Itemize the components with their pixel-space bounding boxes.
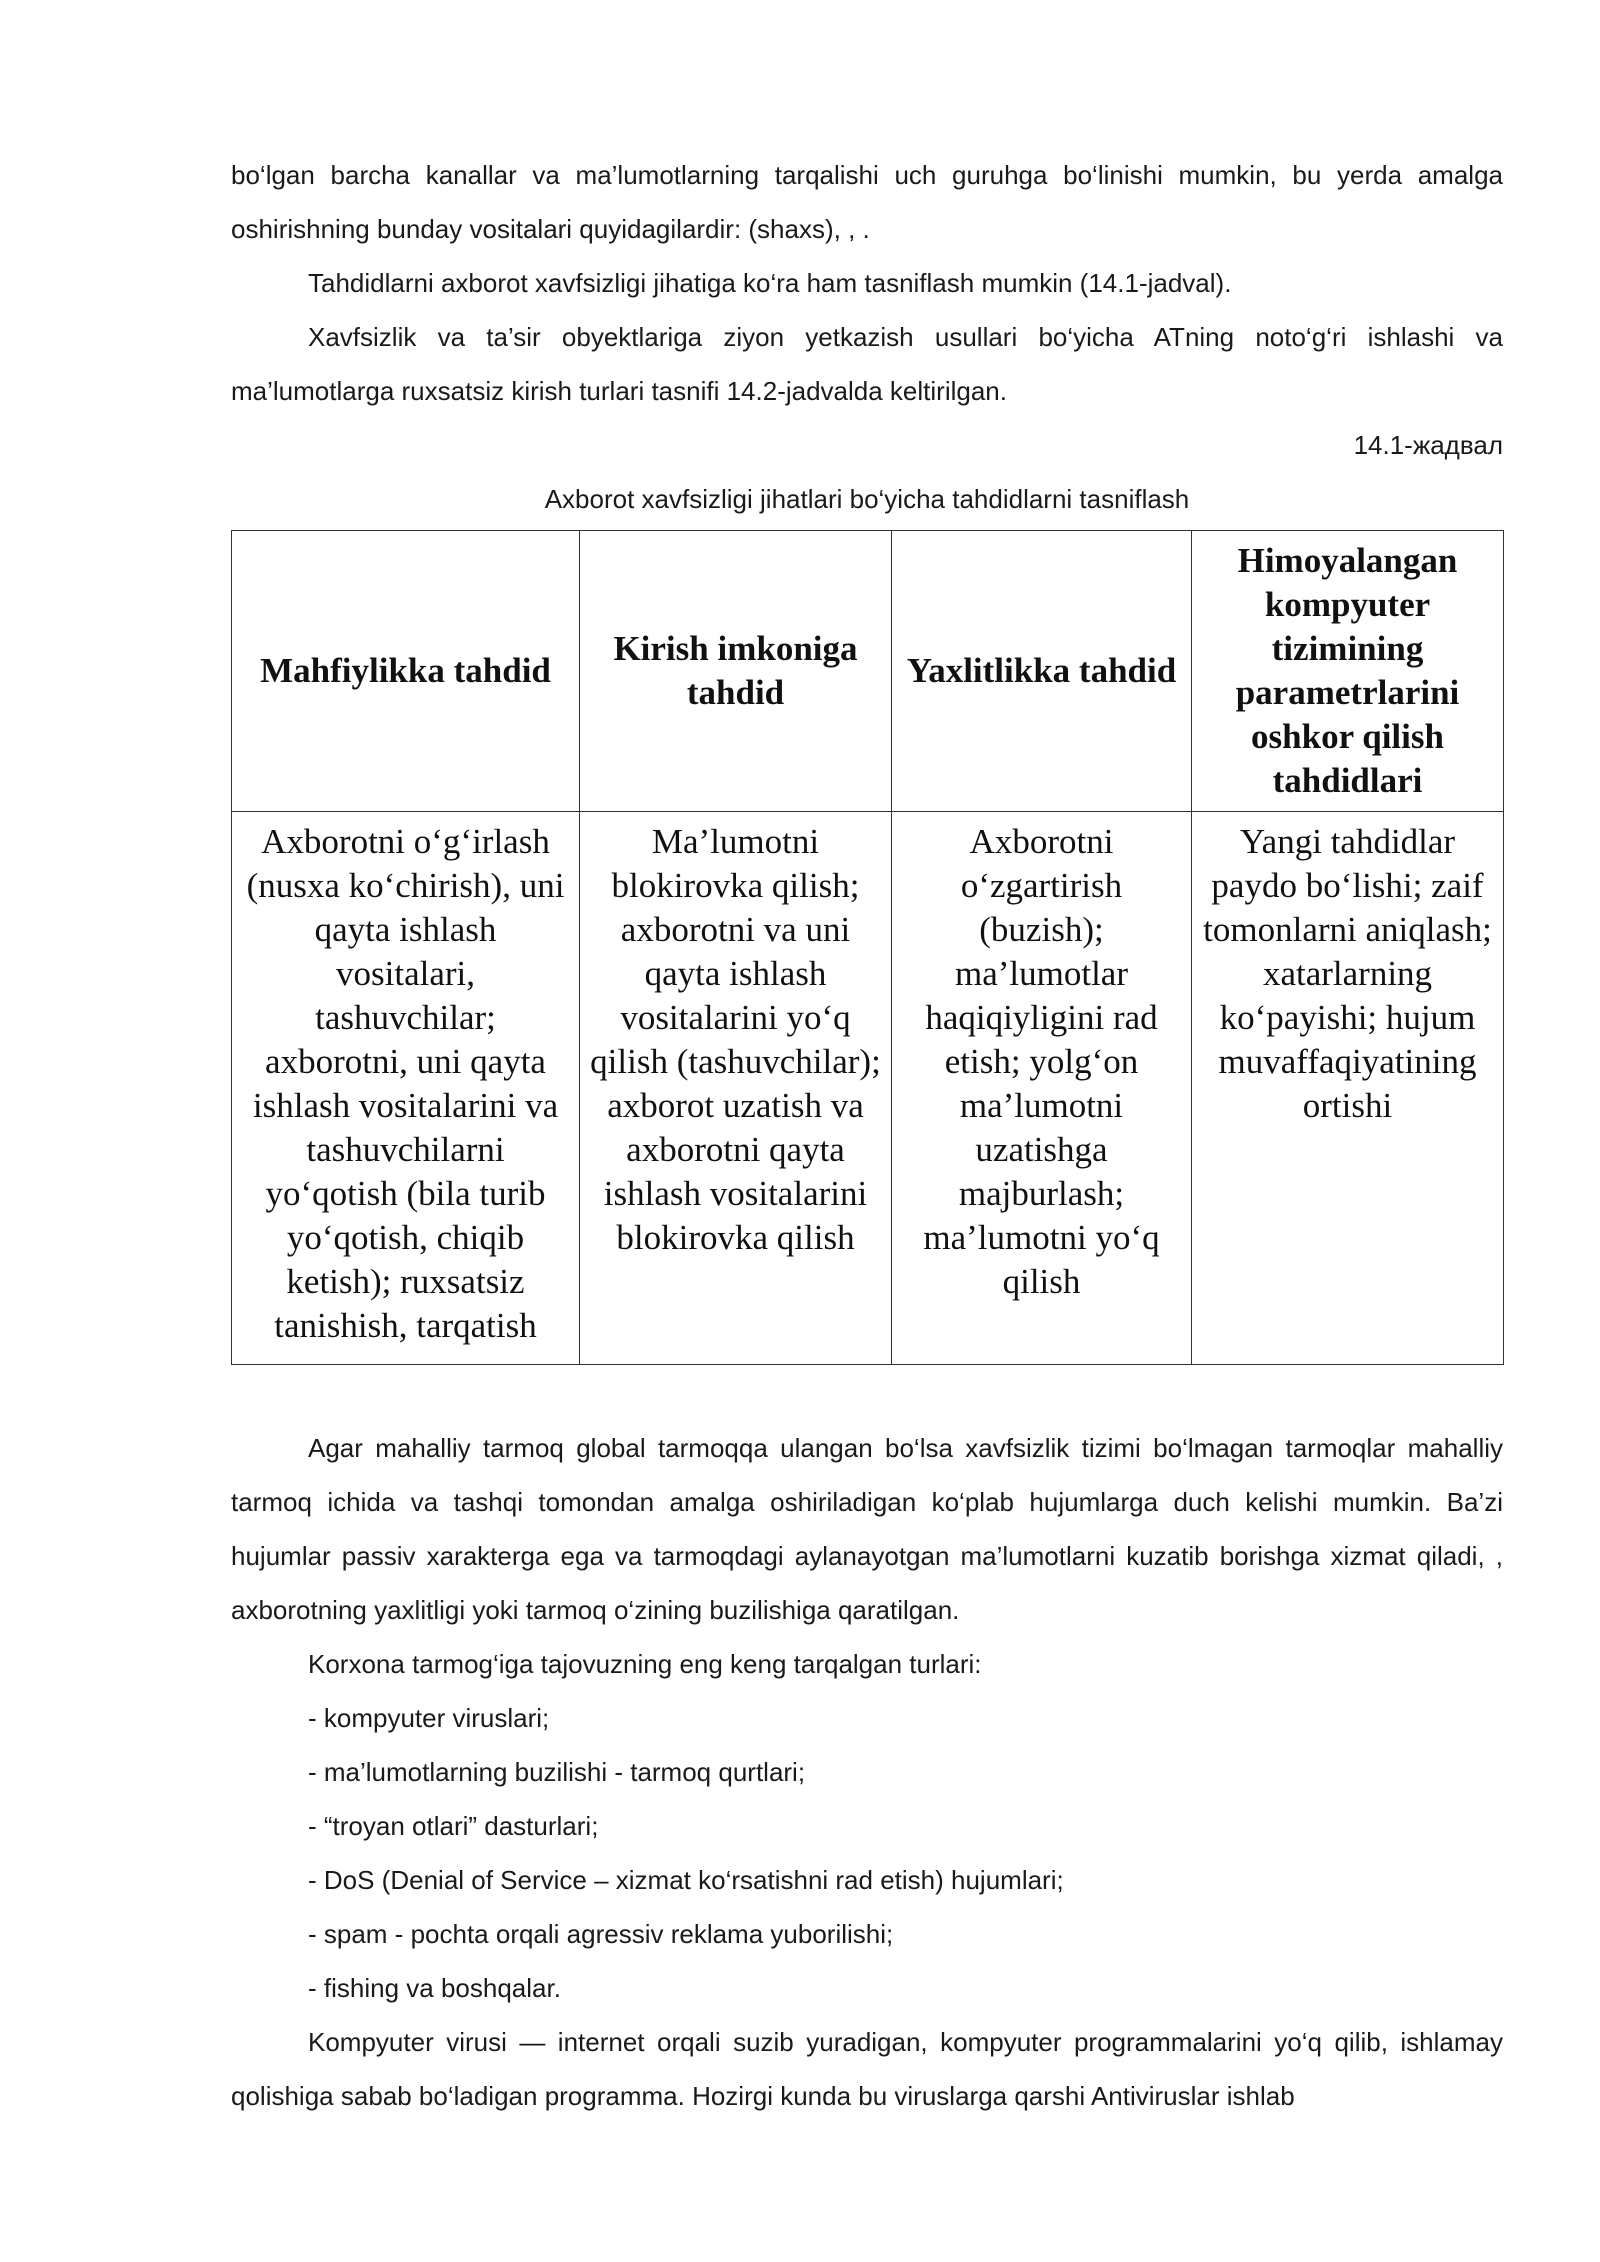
body-paragraph-6: Kompyuter virusi — internet orqali suzib yuradigan, kompyuter programmalarini yo‘q qilib, ishlamay qolishiga sabab bo‘ladigan programma. Hozirgi kunda bu viruslarga qarshi Antiviruslar ishlab <box>231 2027 1503 2111</box>
table-number: 14.1-жадвал <box>1353 430 1503 460</box>
body-paragraph-5: Korxona tarmog‘iga tajovuzning eng keng tarqalgan turlari: <box>308 1649 982 1679</box>
list-item: - fishing va boshqalar. <box>308 1973 561 2003</box>
table-header-cell: Kirish imkoniga tahdid <box>580 531 892 812</box>
list-item: - kompyuter viruslari; <box>308 1703 550 1733</box>
intro-paragraph-3: Xavfsizlik va ta’sir obyektlariga ziyon yetkazish usullari bo‘yicha ATning noto‘g‘ri ishlashi va ma’lumotlarga ruxsatsiz kirish turlari tasnifi 14.2-jadvalda keltirilgan. <box>231 322 1503 406</box>
intro-paragraph-2: Tahdidlarni axborot xavfsizligi jihatiga ko‘ra ham tasniflash mumkin (14.1-jadval). <box>308 268 1232 298</box>
table-cell: Axborotni o‘g‘irlash (nusxa ko‘chirish), uni qayta ishlash vositalari, tashuvchilar; axborotni, uni qayta ishlash vositalarini va tashuvchilarni yo‘qotish (bila turib yo‘qotish, chiqib ketish); ruxsatsiz tanishish, tarqatish <box>232 812 580 1365</box>
body-paragraph-4: Agar mahalliy tarmoq global tarmoqqa ulangan bo‘lsa xavfsizlik tizimi bo‘lmagan tarmoqlar mahalliy tarmoq ichida va tashqi tomondan amalga oshiriladigan ko‘plab hujumlarga duch kelishi mumkin. Ba’zi hujumlar passiv xarakterga ega va tarmoqdagi aylanayotgan ma’lumotlarni kuzatib borishga xizmat qiladi, , axborotning yaxlitligi yoki tarmoq o‘zining buzilishiga qaratilgan. <box>231 1433 1503 1625</box>
list-item: - ma’lumotlarning buzilishi - tarmoq qurtlari; <box>308 1757 806 1787</box>
table-cell: Ma’lumotni blokirovka qilish; axborotni va uni qayta ishlash vositalarini yo‘q qilish (tashuvchilar); axborot uzatish va axborotni qayta ishlash vositalarini blokirovka qilish <box>580 812 892 1365</box>
list-item: - spam - pochta orqali agressiv reklama yuborilishi; <box>308 1919 894 1949</box>
table-caption: Axborot xavfsizligi jihatlari bo‘yicha tahdidlarni tasniflash <box>544 484 1190 514</box>
table-cell: Yangi tahdidlar paydo bo‘lishi; zaif tomonlarni aniqlash; xatarlarning ko‘payishi; hujum muvaffaqiyatining ortishi <box>1192 812 1504 1365</box>
intro-paragraph-1: bo‘lgan barcha kanallar va ma’lumotlarning tarqalishi uch guruhga bo‘linishi mumkin, bu yerda amalga oshirishning bunday vositalari quyidagilardir: (shaxs), , . <box>231 160 1503 244</box>
table-header-row <box>232 531 1504 812</box>
table-header-cell: Mahfiylikka tahdid <box>232 531 580 812</box>
list-item: - DoS (Denial of Service – xizmat ko‘rsatishni rad etish) hujumlari; <box>308 1865 1064 1895</box>
table-header-cell: Himoyalangan kompyuter tizimining parametrlarini oshkor qilish tahdidlari <box>1192 531 1504 812</box>
list-item: - “troyan otlari” dasturlari; <box>308 1811 599 1841</box>
table-cell: Axborotni o‘zgartirish (buzish); ma’lumotlar haqiqiyligini rad etish; yolg‘on ma’lumotni uzatishga majburlash; ma’lumotni yo‘q qilish <box>892 812 1192 1365</box>
table-row <box>232 812 1504 1365</box>
table-header-cell: Yaxlitlikka tahdid <box>892 531 1192 812</box>
document-page <box>231 148 1503 2123</box>
threat-classification-table <box>231 530 1504 1365</box>
body-section <box>231 1421 1503 2123</box>
